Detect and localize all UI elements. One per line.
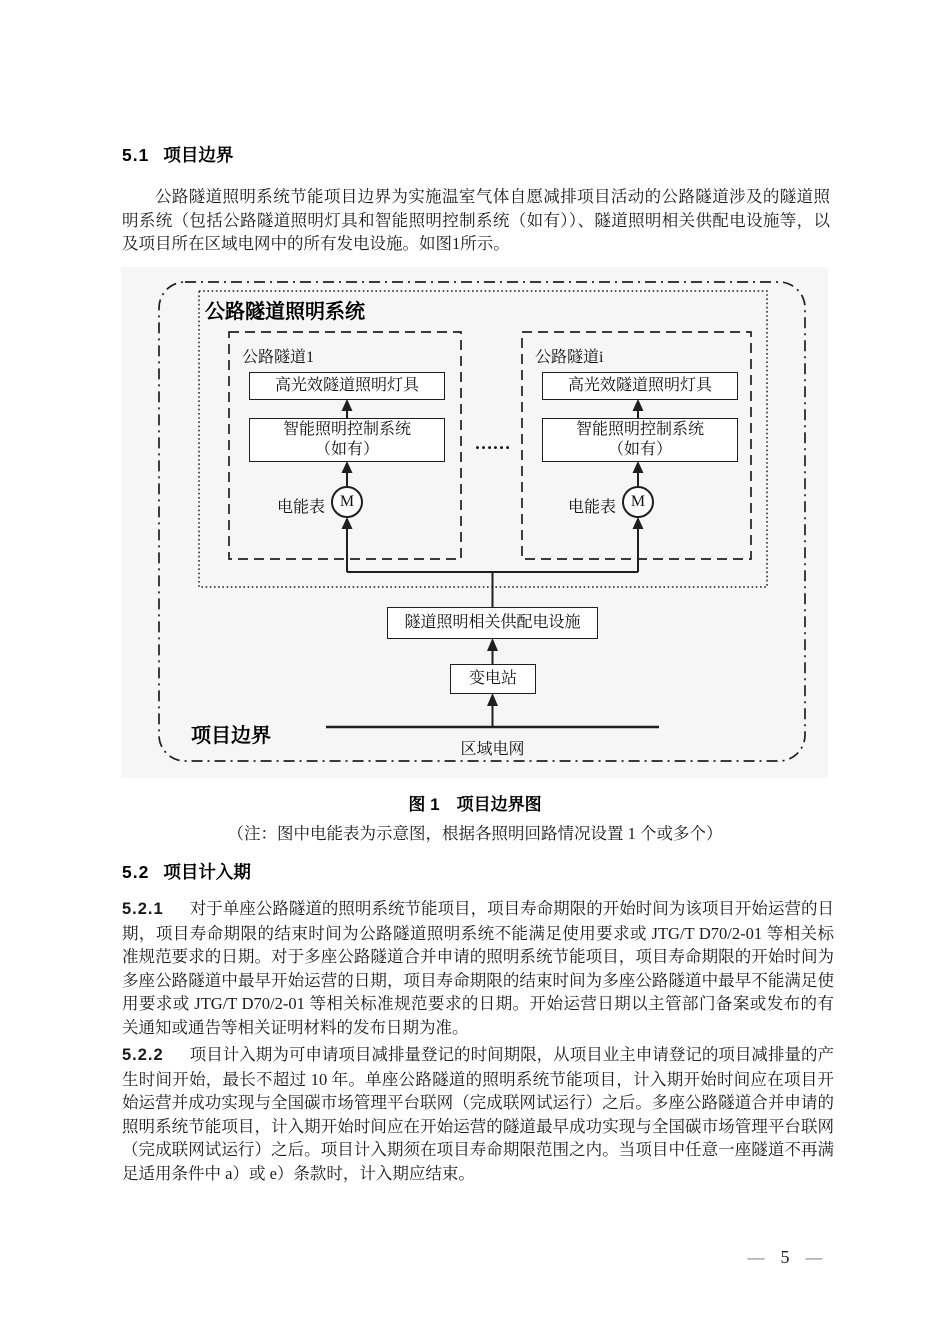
section-5-2-2-paragraph [122,1043,834,1186]
tunnel-i-meter-label: 电能表 [567,499,616,516]
figure-caption: 图 1 项目边界图 [408,795,542,814]
clause-body: 项目计入期为可申请项目减排量登记的时间期限，从项目业主申请登记的项目减排量的产生时间开始，最长不超过 10 年。单座公路隧道的照明系统节能项目，计入期开始时间应在项目开始运营并成功实现与全国碳市场管理平台联网（完成联网试运行）之后。多座公路隧道合并申请的照明系统节能项目，计入期开始时间应在开始运营的隧道最早成功实现与全国碳市场管理平台联网（完成联网试运行）之后。项目计入期须在项目寿命期限范围之内。当项目中任意一座隧道不再满足适用条件中 a）或 e）条款时，计入期应结束。 [122,1045,834,1183]
figure-note: （注：图中电能表为示意图，根据各照明回路情况设置 1 个或多个） [227,824,723,843]
control-box-line2: （如有） [314,441,379,458]
footer-dash-right: — [805,1247,823,1267]
section-5-1-heading [122,142,233,167]
tunnel-1-lamp-box: 高光效隧道照明灯具 [249,372,445,400]
tunnels-ellipsis: …… [474,433,511,453]
electric-meter-icon: M [331,486,363,518]
electric-meter-icon: M [622,486,654,518]
power-connector-line [347,572,638,607]
section-5-2-heading [122,859,251,884]
section-5-2-1-paragraph [122,897,834,1040]
clause-number: 5.2.1 [122,900,164,918]
tunnel-i-name: 公路隧道i [535,349,604,366]
substation-box: 变电站 [450,664,536,694]
section-title: 项目边界 [163,145,234,165]
supply-facilities-box: 隧道照明相关供配电设施 [387,607,598,639]
lighting-system-label: 公路隧道照明系统 [205,301,365,323]
page-number-footer [700,1247,870,1268]
tunnel-1-meter-label: 电能表 [276,499,325,516]
tunnel-1-control-box [249,418,445,462]
footer-dash-left: — [747,1247,765,1267]
section-number: 5.2 [122,862,150,882]
control-box-line1: 智能照明控制系统 [282,421,411,438]
regional-grid-label: 区域电网 [460,741,525,758]
project-boundary-figure [121,267,828,778]
clause-body: 对于单座公路隧道的照明系统节能项目，项目寿命期限的开始时间为该项目开始运营的日期，项目寿命期限的结束时间为公路隧道照明系统不能满足使用要求或 JTG/T D70/2-01 等相关标准规范要求的日期。对于多座公路隧道合并申请的照明系统节能项目，项目寿命期限的开始时间为多座公路隧道中最早开始运营的日期，项目寿命期限的结束时间为多座公路隧道中最早不能满足使用要求或 JTG/T D70/2-01 等相关标准规范要求的日期。开始运营日期以主管部门备案或发布的有关通知或通告等相关证明材料的发布日期为准。 [122,899,834,1037]
section-5-1-body: 公路隧道照明系统节能项目边界为实施温室气体自愿减排项目活动的公路隧道涉及的隧道照明系统（包括公路隧道照明灯具和智能照明控制系统（如有））、隧道照明相关供配电设施等，以及项目所在区域电网中的所有发电设施。如图1所示。 [122,187,830,254]
project-boundary-label: 项目边界 [191,725,271,747]
control-box-line2: （如有） [607,441,672,458]
tunnel-1-name: 公路隧道1 [242,349,315,366]
tunnel-i-control-box [542,418,738,462]
figure-linework [121,267,828,778]
control-box-line1: 智能照明控制系统 [575,421,704,438]
section-number: 5.1 [122,145,150,165]
tunnel-i-lamp-box: 高光效隧道照明灯具 [542,372,738,400]
page-number: 5 [780,1247,790,1267]
section-title: 项目计入期 [163,862,251,882]
clause-number: 5.2.2 [122,1046,164,1064]
